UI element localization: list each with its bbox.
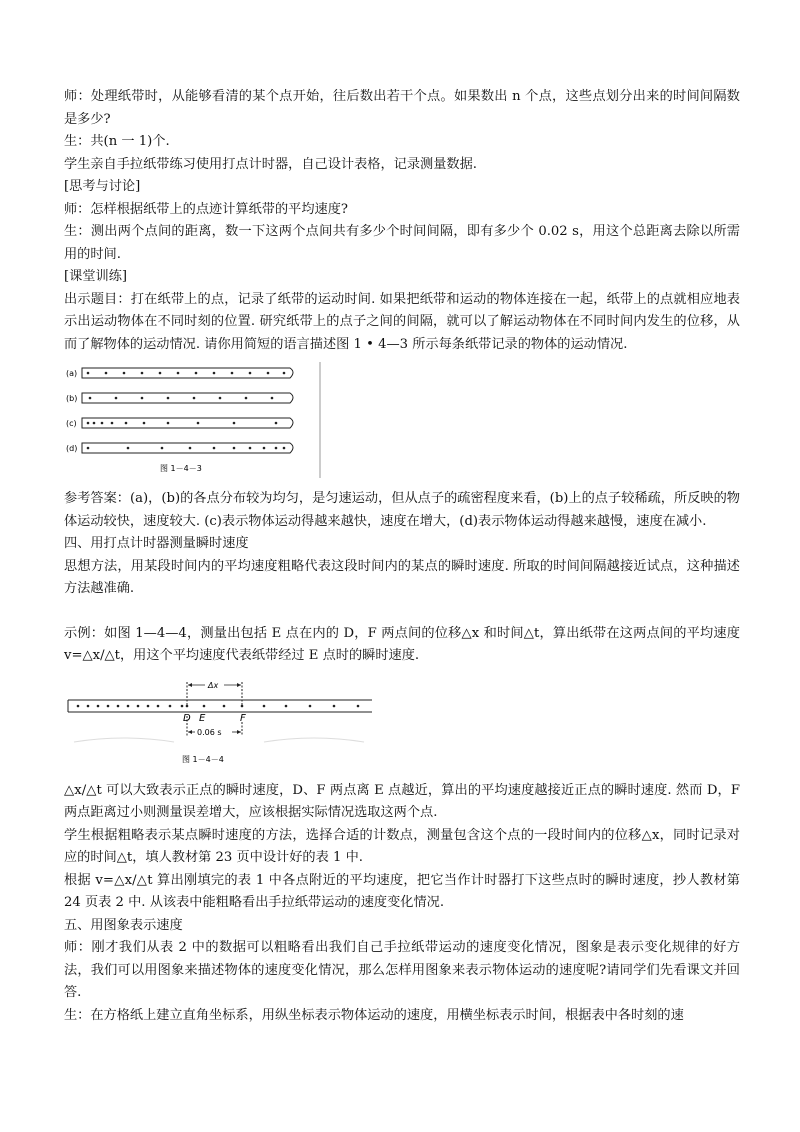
tape-dot <box>97 704 100 707</box>
strip-label-a: (a) <box>66 369 78 378</box>
tape-dot <box>285 704 288 707</box>
tape-dot <box>167 422 170 425</box>
tape-dot <box>77 704 80 707</box>
paragraph: △x/△t 可以大致表示正点的瞬时速度，D、F 两点离 E 点越近，算出的平均速度越接近正点的瞬时速度. 然而 D，F 两点距离过小则测量误差增大，应该根据实际情况选取这两个点. <box>64 782 740 820</box>
tape-dot <box>123 372 126 375</box>
tape-dot <box>167 397 170 400</box>
tape-c <box>82 418 293 428</box>
tape-dot <box>87 422 90 425</box>
tape-dot <box>357 704 360 707</box>
tape-dot <box>245 397 248 400</box>
paragraph: 师：刚才我们从表 2 中的数据可以粗略看出我们自己手拉纸带运动的速度变化情况，图象是表示变化规律的好方法，我们可以用图象来描述物体的速度变化情况，那么怎样用图象来表示物体运动的速度呢?请同学们先看课文并回答. <box>64 940 740 1000</box>
tape-dot <box>127 447 130 450</box>
figure-tapes <box>64 362 324 478</box>
tape-dot <box>333 704 336 707</box>
tape-dot <box>193 397 196 400</box>
tape-dot <box>87 447 90 450</box>
tape-dot <box>87 704 90 707</box>
tape-dot <box>249 372 252 375</box>
section-heading: 五、用图象表示速度 <box>64 917 183 933</box>
tape-dot <box>197 422 200 425</box>
tape-dot <box>141 397 144 400</box>
tape-dot <box>275 422 278 425</box>
paragraph: 师：处理纸带时，从能够看清的某个点开始，往后数出若干个点。如果数出 n 个点，这些点划分出来的时间间隔数是多少? <box>64 89 740 127</box>
paragraph: 根据 v=△x/△t 算出刚填完的表 1 中各点附近的平均速度，把它当作计时器打下这些点时的瞬时速度，抄人教材第 24 页表 2 中. 从该表中能粗略看出手拉纸带运动的速度变化情况. <box>64 872 740 910</box>
tape-dot <box>249 447 252 450</box>
tape-dot <box>147 704 150 707</box>
tape-dot <box>213 447 216 450</box>
point-d-label: D <box>183 712 191 724</box>
tape-dots <box>77 704 360 707</box>
tape-dot <box>231 372 234 375</box>
paragraph: 生：测出两个点间的距离，数一下这两个点间共有多少个时间间隔，即有多少个 0.02 s，用这个总距离去除以所需用的时间. <box>64 224 740 262</box>
tape-dot <box>169 704 172 707</box>
tape-dot <box>93 422 96 425</box>
paragraph: 生：在方格纸上建立直角坐标系，用纵坐标表示物体运动的速度，用横坐标表示时间，根据表中各时刻的速 <box>64 1007 684 1023</box>
document-page <box>64 86 740 1027</box>
delta-x-label: Δx <box>208 680 219 690</box>
tape-dot <box>127 704 130 707</box>
figure-tape-def <box>64 676 376 774</box>
tape-dot <box>141 372 144 375</box>
paragraph: 学生亲自手拉纸带练习使用打点计时器，自己设计表格，记录测量数据. <box>64 156 478 172</box>
tape-dot <box>159 372 162 375</box>
strip-label-b: (b) <box>66 394 78 403</box>
tape-dot <box>263 704 266 707</box>
tape-dot <box>267 372 270 375</box>
tape-dot <box>117 704 120 707</box>
section-label: [课堂训练] <box>64 269 128 284</box>
tape-dots <box>87 372 286 450</box>
tape-dot <box>189 447 192 450</box>
tape-dot <box>125 422 128 425</box>
tape-dot <box>107 704 110 707</box>
tape-a <box>82 368 293 378</box>
tape-dot <box>181 704 184 707</box>
tape-dot <box>309 704 312 707</box>
tape-dot <box>213 372 216 375</box>
tape-dot <box>105 372 108 375</box>
strip-label-c: (c) <box>66 419 77 428</box>
tape-d <box>82 443 293 453</box>
paragraph: 师：怎样根据纸带上的点迹计算纸带的平均速度? <box>64 201 349 217</box>
tape-dot <box>233 447 236 450</box>
tape-dot <box>263 447 266 450</box>
point-f-label: F <box>240 712 246 724</box>
tape-dot <box>161 447 164 450</box>
time-label: 0.06 s <box>197 727 222 737</box>
tape-dot <box>137 704 140 707</box>
tape-dot <box>89 397 92 400</box>
section-label: [思考与讨论] <box>64 179 141 194</box>
tape-dot <box>271 397 274 400</box>
tape-dot <box>177 372 180 375</box>
paragraph: 学生根据粗略表示某点瞬时速度的方法，选择合适的计数点，测量包含这个点的一段时间内的位移△x，同时记录对应的时间△t，填人教材第 23 页中设计好的表 1 中. <box>64 827 740 865</box>
paragraph: 思想方法，用某段时间内的平均速度粗略代表这段时间内的某点的瞬时速度. 所取的时间间隔越接近试点，这种描述方法越准确. <box>64 558 740 596</box>
figure-caption: 图 1－4－3 <box>160 464 202 473</box>
tape-dot <box>275 447 278 450</box>
tape-dot <box>115 397 118 400</box>
paragraph: 参考答案：(a)，(b)的各点分布较为均匀，是匀速运动，但从点子的疏密程度来看，(b)上的点子较稀疏，所反映的物体运动较快，速度较大. (c)表示物体运动得越来越快，速度在增大，(d)表示物体运动得越来越慢，速度在减小. <box>64 491 740 529</box>
tape-dot <box>203 704 206 707</box>
tape-dot <box>101 422 104 425</box>
paragraph: 生：共(n 一 1)个. <box>64 134 170 149</box>
tape-dot <box>283 447 286 450</box>
figure-caption: 图 1－4－4 <box>182 754 224 764</box>
tape-dot <box>219 397 222 400</box>
tape-dot <box>233 422 236 425</box>
point-e-label: E <box>199 712 206 724</box>
tape-dot <box>143 422 146 425</box>
tape-dot <box>157 704 160 707</box>
tape-dot <box>195 372 198 375</box>
strip-label-d: (d) <box>66 444 78 453</box>
tape-dot <box>283 372 286 375</box>
paragraph: 出示题目：打在纸带上的点，记录了纸带的运动时间. 如果把纸带和运动的物体连接在一起，纸带上的点就相应地表示出运动物体在不同时刻的位置. 研究纸带上的点子之间的间隔，就可以了解运动物体在不同时间内发生的位移，从而了解物体的运动情况. 请你用简短的语言描述图 1 • 4—3 所示每条纸带记录的物体的运动情况. <box>64 291 740 352</box>
tape-dot <box>223 704 226 707</box>
section-heading: 四、用打点计时器测量瞬时速度 <box>64 536 249 551</box>
tape-b <box>82 393 293 403</box>
tape-dot <box>87 372 90 375</box>
tape-dot <box>111 422 114 425</box>
paragraph: 示例：如图 1—4—4，测量出包括 E 点在内的 D，F 两点间的位移△x 和时间△t，算出纸带在这两点间的平均速度 v=△x/△t，用这个平均速度代表纸带经过 E 点时的瞬时速度. <box>64 625 740 663</box>
